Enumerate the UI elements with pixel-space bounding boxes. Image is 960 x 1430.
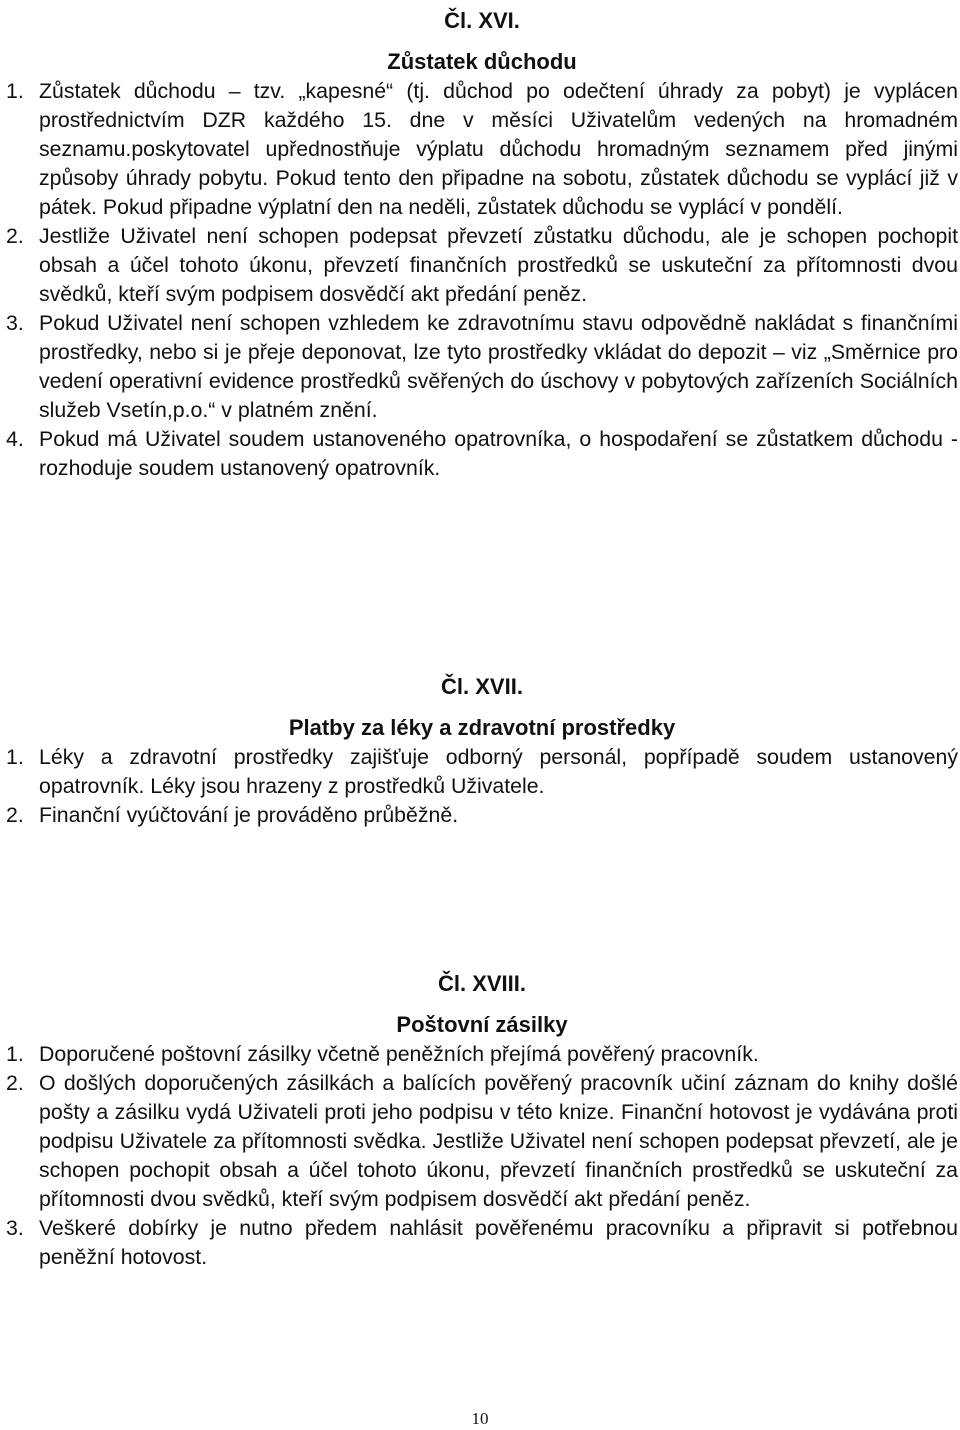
list-item <box>6 77 958 222</box>
article-xviii <box>6 969 958 1272</box>
list-item <box>6 801 958 830</box>
article-item-list <box>6 77 958 483</box>
item-number: 3. <box>6 311 24 335</box>
list-item <box>6 222 958 309</box>
article-xvii <box>6 672 958 830</box>
article-number: Čl. XVIII. <box>437 971 527 996</box>
article-xvi <box>6 6 958 483</box>
article-item-list <box>6 743 958 830</box>
list-item <box>6 1214 958 1272</box>
item-number: 2. <box>6 224 24 248</box>
item-text: Veškeré dobírky je nutno předem nahlásit pověřenému pracovníku a připravit si potřebnou peněžní hotovost. <box>39 1216 958 1269</box>
item-text: Jestliže Uživatel není schopen podepsat převzetí zůstatku důchodu, ale je schopen pochopit obsah a účel tohoto úkonu, převzetí finančních prostředků se uskuteční za přítomnosti dvou svědků, kteří svým podpisem dosvědčí akt předání peněz. <box>39 224 958 306</box>
list-item <box>6 743 958 801</box>
item-number: 1. <box>6 745 24 769</box>
item-number: 2. <box>6 1071 24 1095</box>
item-text: Pokud Uživatel není schopen vzhledem ke zdravotnímu stavu odpovědně nakládat s finančními prostředky, nebo si je přeje deponovat, lze tyto prostředky vkládat do depozit – viz „Směrnice pro vedení operativní evidence prostředků svěřených do úschovy v pobytových zařízeních Sociálních služeb Vsetín,p.o.“ v platném znění. <box>39 311 958 422</box>
item-text: Doporučené poštovní zásilky včetně peněžních přejímá pověřený pracovník. <box>39 1042 759 1066</box>
item-number: 1. <box>6 1042 24 1066</box>
item-number: 1. <box>6 79 24 103</box>
article-item-list <box>6 1040 958 1272</box>
article-title: Poštovní zásilky <box>396 1012 568 1037</box>
item-text: O došlých doporučených zásilkách a balících pověřený pracovník učiní záznam do knihy došlé pošty a zásilku vydá Uživateli proti jeho podpisu v této knize. Finanční hotovost je vydávána proti podpisu Uživatele za přítomnosti svědka. Jestliže Uživatel není schopen podepsat převzetí, ale je schopen pochopit obsah a účel tohoto úkonu, převzetí finančních prostředků se uskuteční za přítomnosti dvou svědků, kteří svým podpisem dosvědčí akt předání peněz. <box>39 1071 958 1211</box>
list-item <box>6 1069 958 1214</box>
list-item <box>6 1040 958 1069</box>
item-number: 2. <box>6 803 24 827</box>
article-number: Čl. XVI. <box>444 8 520 33</box>
page-number: 10 <box>471 1409 489 1428</box>
item-number: 3. <box>6 1216 24 1240</box>
list-item <box>6 309 958 425</box>
item-text: Finanční vyúčtování je prováděno průběžně. <box>39 803 459 827</box>
article-title: Zůstatek důchodu <box>387 49 577 74</box>
item-text: Léky a zdravotní prostředky zajišťuje odborný personál, popřípadě soudem ustanovený opatrovník. Léky jsou hrazeny z prostředků Uživatele. <box>39 745 958 798</box>
article-number: Čl. XVII. <box>441 674 523 699</box>
list-item <box>6 425 958 483</box>
item-text: Pokud má Uživatel soudem ustanoveného opatrovníka, o hospodaření se zůstatkem důchodu - rozhoduje soudem ustanovený opatrovník. <box>39 427 958 480</box>
article-title: Platby za léky a zdravotní prostředky <box>288 715 676 740</box>
item-text: Zůstatek důchodu – tzv. „kapesné“ (tj. důchod po odečtení úhrady za pobyt) je vyplácen prostřednictvím DZR každého 15. dne v měsíci Uživatelům vedených na hromadném seznamu.poskytovatel upřednostňuje výplatu důchodu hromadným seznamem před jinými způsoby úhrady pobytu. Pokud tento den připadne na sobotu, zůstatek důchodu se vyplácí již v pátek. Pokud připadne výplatní den na neděli, zůstatek důchodu se vyplácí v pondělí. <box>39 79 958 219</box>
item-number: 4. <box>6 427 24 451</box>
